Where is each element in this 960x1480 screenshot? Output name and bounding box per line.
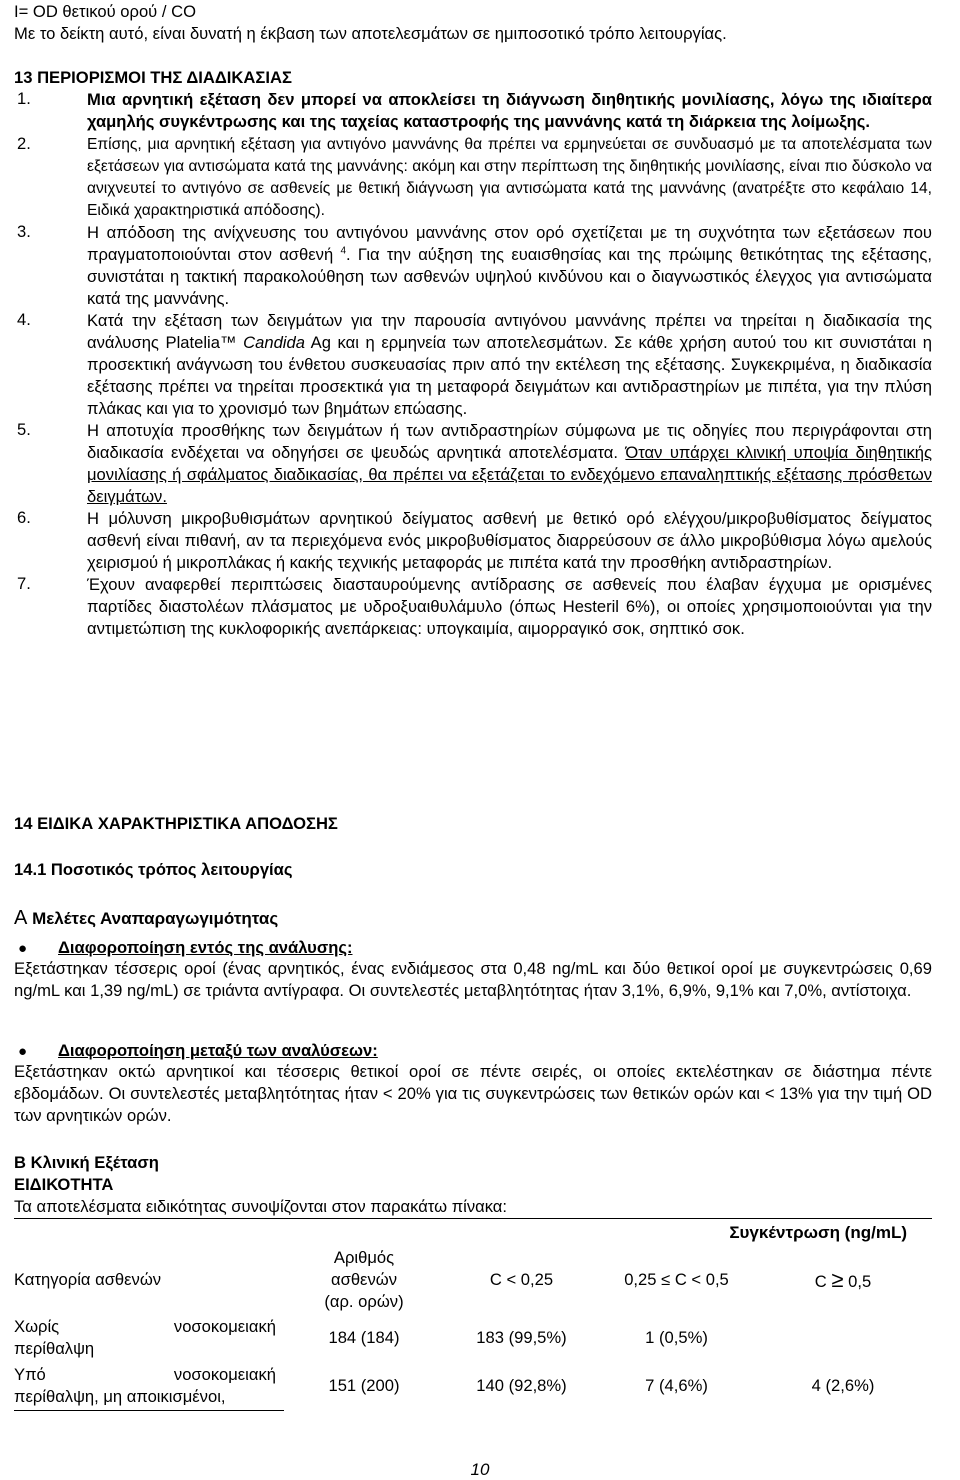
study-letter: A xyxy=(14,907,28,929)
category-line: περίθαλψη, μη αποικισμένοι, xyxy=(14,1386,226,1406)
section-14-heading: 14 ΕΙΔΙΚΑ ΧΑΡΑΚΤΗΡΙΣΤΙΚΑ ΑΠΟΔΟΣΗΣ xyxy=(14,814,338,833)
c3-symbol-c: C xyxy=(814,1272,827,1291)
item-text: Έχουν αναφερθεί περιπτώσεις διασταυρούμενης αντίδρασης σε ασθενείς που έλαβαν έγχυμα με ορισμένες παρτίδες διαστολέων πλάσματος με υδροξυαιθυλάμυλο (όπως Hesteril 6%), οι οποίες χρησιμοποιούνται για την αντιμετώπιση της κυκλοφορικής ανεπάρκειας: υπογκαιμία, αιμορραγικό σοκ, σηπτικό σοκ. xyxy=(87,575,932,638)
italic-term: Candida xyxy=(243,333,305,352)
between-run-block xyxy=(14,1041,932,1127)
clinical-block xyxy=(14,1152,932,1219)
c1-cell: 140 (92,8%) xyxy=(476,1376,567,1395)
item-text xyxy=(87,420,932,508)
intro-block xyxy=(14,1,932,45)
item-text-b: . Για την αύξηση της ευαισθησίας και της πρώιμης θετικότητας της εξέτασης, συνιστάται η τακτική παρακολούθηση των ασθενών υψηλού κινδύνου και ο διαγνωστικός έλεγχος για αντισώματα κατά της μαννάνης. xyxy=(87,245,932,308)
item-number: 6. xyxy=(17,508,31,527)
between-run-text: Εξετάστηκαν οκτώ αρνητικοί και τέσσερις θετικοί οροί σε πέντε σειρές, οι οποίες εκτελέστηκαν σε διάστημα πέντε εβδομάδων. Οι συντελεστές μεταβλητότητας ήταν < 20% για τις συγκεντρώσεις των θετικών ορών και < 13% για την τιμή OD των αρνητικών ορών. xyxy=(14,1062,932,1125)
limitation-item xyxy=(14,310,932,420)
bullet-heading xyxy=(14,938,932,958)
item-number: 3. xyxy=(17,222,31,241)
od-formula: I= OD θετικού ορού / CO xyxy=(14,2,196,21)
index-note: Με το δείκτη αυτό, είναι δυνατή η έκβαση των αποτελεσμάτων σε ημιποσοτικό τρόπο λειτουργίας. xyxy=(14,24,727,43)
specificity-title: ΕΙΔΙΚΟΤΗΤΑ xyxy=(14,1175,114,1194)
item-text: Η μόλυνση μικροβυθισμάτων αρνητικού δείγματος ασθενή με θετικό ορό ελέγχου/μικροβυθίσματος δείγματος ασθενή είναι πιθανή, αν τα περιεχόμενα ενός μικροβυθίσματος διαρρεύσουν σε άλλο μικροβύθισμα λόγω αμελούς χειρισμού ή μικροπλάκας ή κακής τεχνικής μεταφοράς με πιπέτα κατά την προσθήκη αντιδραστηρίων. xyxy=(87,509,932,572)
limitation-item xyxy=(14,222,932,310)
item-text xyxy=(87,222,932,310)
category-word: νοσοκομειακή xyxy=(173,1317,276,1336)
count-cell: 151 (200) xyxy=(328,1376,400,1395)
section-13-heading: 13 ΠΕΡΙΟΡΙΣΜΟΙ ΤΗΣ ΔΙΑΔΙΚΑΣΙΑΣ xyxy=(14,68,292,87)
count-header xyxy=(284,1246,444,1314)
table-row xyxy=(14,1362,932,1410)
table-intro: Τα αποτελέσματα ειδικότητας συνοψίζονται στον παρακάτω πίνακα: xyxy=(14,1196,932,1219)
limitation-item xyxy=(14,508,932,574)
c2-cell: 7 (4,6%) xyxy=(645,1376,708,1395)
bullet-heading xyxy=(14,1041,932,1061)
table-header-row xyxy=(14,1246,932,1314)
study-title: Μελέτες Αναπαραγωγιμότητας xyxy=(32,909,279,928)
section-13 xyxy=(14,67,932,640)
c3-cell xyxy=(754,1314,932,1362)
page-number: 10 xyxy=(470,1460,490,1479)
count-cell: 184 (184) xyxy=(328,1328,400,1347)
between-run-title: Διαφοροποίηση μεταξύ των αναλύσεων: xyxy=(58,1041,378,1060)
item-text-a: Η απόδοση της ανίχνευσης του αντιγόνου μαννάνης στον ορό σχετίζεται με τη συχνότητα των εξετάσεων που πραγματοποιούνται στον ασθενή xyxy=(87,223,932,264)
c2-header: 0,25 ≤ C < 0,5 xyxy=(624,1270,729,1289)
item-text-b: Ag και η ερμηνεία των αποτελεσμάτων. Σε κάθε χρήση αυτού του κιτ συνιστάται η προσεκτική ανάγνωση του ένθετου συσκευασίας πριν από την εκτέλεση της εξέτασης. Συγκεκριμένα, η διαδικασία εξέτασης πρέπει να τηρείται προσεκτικά για τη μεταφορά δειγμάτων και αντιδραστηρίων με πιπέτα, για την πλύση πλάκας και για το χρονισμό των βημάτων επώασης. xyxy=(87,333,933,418)
specificity-table xyxy=(14,1219,932,1411)
category-word: νοσοκομειακή xyxy=(173,1364,276,1384)
item-number: 4. xyxy=(17,310,31,329)
within-run-title: Διαφοροποίηση εντός της ανάλυσης: xyxy=(58,938,353,957)
c3-cell: 4 (2,6%) xyxy=(811,1376,875,1395)
reference-superscript: 4 xyxy=(340,245,347,257)
bullet-icon: ● xyxy=(18,940,28,957)
c3-value: 0,5 xyxy=(848,1272,872,1291)
limitation-item xyxy=(14,89,932,133)
bullet-icon: ● xyxy=(18,1043,28,1060)
underlined-note: Όταν υπάρχει κλινική υποψία διηθητικής μονιλίασης ή σφάλματος διαδικασίας, θα πρέπει να εξετάζεται το ενδεχόμενο επαναληπτικής εξέτασης πρόσθετων δειγμάτων. xyxy=(87,443,932,506)
c3-header xyxy=(754,1246,932,1314)
count-header-line: ασθενών xyxy=(330,1270,397,1289)
category-cell xyxy=(14,1314,284,1362)
table-header-row xyxy=(14,1219,932,1246)
within-run-text: Εξετάστηκαν τέσσερις οροί (ένας αρνητικός, ένας ενδιάμεσος στα 0,48 ng/mL και δύο θετικοί οροί με συγκεντρώσεις 0,69 ng/mL και 1,39 ng/mL) σε τριάντα αντίγραφα. Οι συντελεστές μεταβλητότητας ήταν 3,1%, 6,9%, 9,1% και 7,0%, αντίστοιχα. xyxy=(14,959,932,1000)
category-line xyxy=(14,1364,284,1386)
item-number: 2. xyxy=(17,134,31,153)
category-line xyxy=(14,1316,284,1338)
item-text-a: Η αποτυχία προσθήκης των δειγμάτων ή των αντιδραστηρίων σύμφωνα με τις οδηγίες που περιγράφονται στη διαδικασία ενδέχεται να οδηγήσει σε ψευδώς αρνητικά αποτελέσματα. xyxy=(87,421,932,462)
item-text: Μια αρνητική εξέταση δεν μπορεί να αποκλείσει τη διάγνωση διηθητικής μονιλίασης, λόγω της ιδιαίτερα χαμηλής συγκέντρωσης και της ταχείας καταστροφής της μαννάνης κατά τη διάρκεια της λοίμωξης. xyxy=(87,90,932,131)
item-text xyxy=(87,310,932,420)
greater-equal-icon: ≥ xyxy=(831,1267,844,1292)
table-row xyxy=(14,1314,932,1362)
category-cell xyxy=(14,1362,284,1410)
item-text: Επίσης, μια αρνητική εξέταση για αντιγόνο μαννάνης θα πρέπει να ερμηνεύεται σε συνδυασμό με τα αποτελέσματα των εξετάσεων για αντισώματα κατά της μαννάνης: ακόμη και στην περίπτωση της διηθητικής μονιλίασης, είναι πιο δύσκολο να ανιχνευτεί το αντιγόνο σε ασθενείς με θετική διάγνωση για αντισώματα κατά της μαννάνης (ανατρέξτε στο κεφάλαιο 14, Ειδικά χαρακτηριστικά απόδοσης). xyxy=(87,136,932,219)
category-line: περίθαλψη xyxy=(14,1339,95,1358)
limitation-item xyxy=(14,420,932,508)
c1-header: C < 0,25 xyxy=(489,1270,554,1289)
study-a-heading xyxy=(14,907,278,930)
limitation-item xyxy=(14,134,932,222)
c1-cell: 183 (99,5%) xyxy=(476,1328,567,1347)
count-header-line: (αρ. ορών) xyxy=(324,1292,404,1311)
category-word: Υπό xyxy=(14,1364,46,1384)
clinical-title: B Κλινική Εξέταση xyxy=(14,1153,159,1172)
c2-cell: 1 (0,5%) xyxy=(645,1328,708,1347)
within-run-block xyxy=(14,938,932,1002)
section-14-1-heading: 14.1 Ποσοτικός τρόπος λειτουργίας xyxy=(14,860,293,879)
item-number: 5. xyxy=(17,420,31,439)
concentration-header: Συγκέντρωση (ng/mL) xyxy=(729,1222,907,1242)
item-number: 1. xyxy=(17,89,31,108)
count-header-line: Αριθμός xyxy=(333,1248,395,1267)
category-word: Χωρίς xyxy=(14,1317,60,1336)
item-text-a: Κατά την εξέταση των δειγμάτων για την παρουσία αντιγόνου μαννάνης πρέπει να τηρείται η διαδικασία της ανάλυσης Platelia™ xyxy=(87,311,932,352)
limitation-item xyxy=(14,574,932,640)
category-header: Κατηγορία ασθενών xyxy=(14,1270,162,1289)
item-number: 7. xyxy=(17,574,31,593)
